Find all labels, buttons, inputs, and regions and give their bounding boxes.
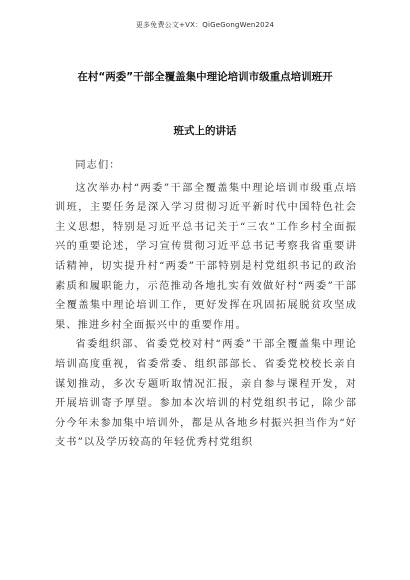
salutation: 同志们：: [75, 160, 121, 171]
document-title-line-2: 班式上的讲话: [173, 125, 237, 137]
document-body: [55, 156, 357, 453]
paragraph-1: 这次举办村“两委”干部全覆盖集中理论培训市级重点培训班，主要任务是深入学习贯彻习近平新时代中国特色社会主义思想，特别是习近平总书记关于“三农”工作乡村全面振兴的重要论述，学习宣传贯彻习近平总书记考察我省重要讲话精神，切实提升村“两委”干部特别是村党组织书记的政治素质和履职能力，示范推动各地扎实有效做好村“两委”干部全覆盖集中理论培训工作，更好发挥在巩固拓展脱贫攻坚成果、推进乡村全面振兴中的重要作用。: [55, 182, 357, 331]
page-header: 更多免费公文+VX：QiGeGongWen2024: [135, 21, 275, 29]
document-title-line-1: 在村“两委”干部全覆盖集中理论培训市级重点培训班开: [77, 71, 333, 83]
paragraph-2: 省委组织部、省委党校对村“两委”干部全覆盖集中理论培训高度重视，省委常委、组织部部长、省委党校校长亲自谋划推动，多次专题听取情况汇报，亲自参与课程开发，对开展培训寄予厚望。参加本次培训的村党组织书记，除少部分今年未参加集中培训外，都是从各地乡村振兴担当作为“好支书”以及学历较高的年轻优秀村党组织: [55, 339, 357, 449]
